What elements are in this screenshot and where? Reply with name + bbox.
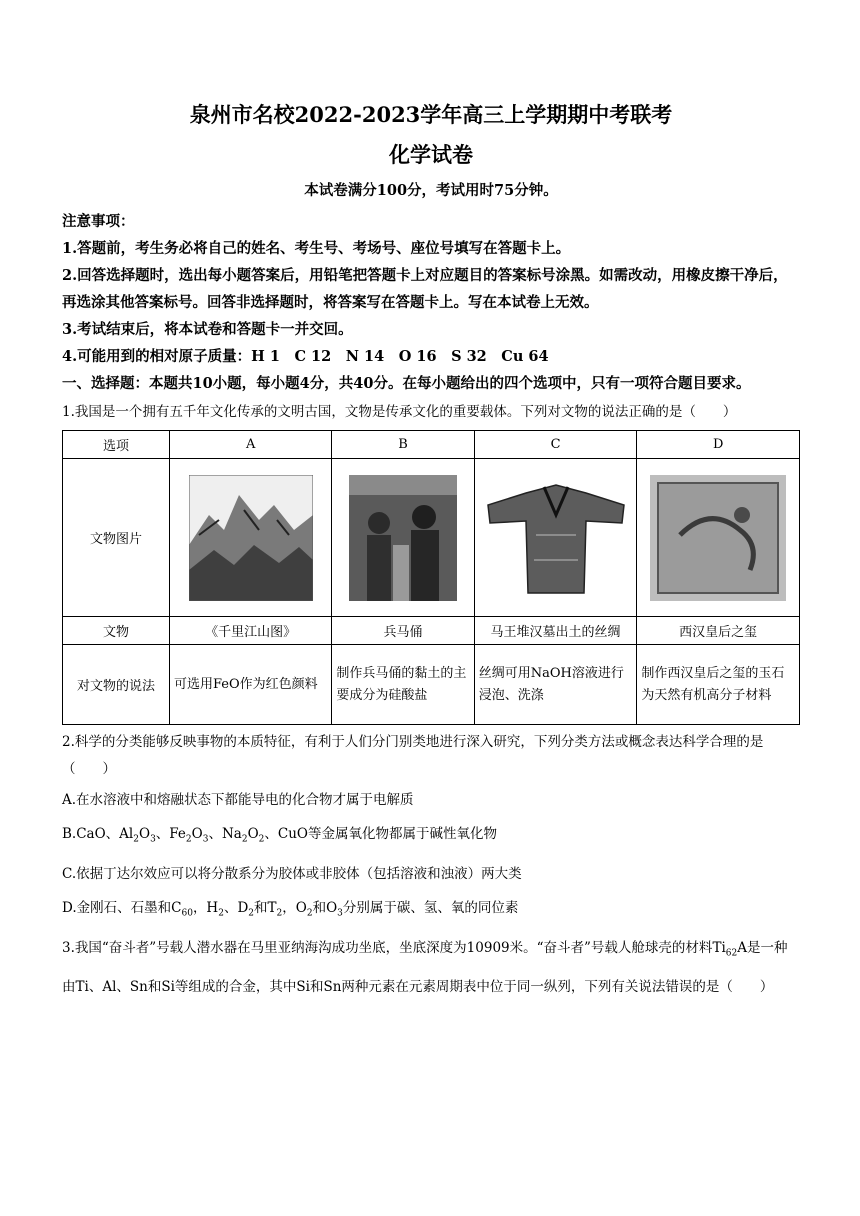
question-2-stem: 2.科学的分类能够反映事物的本质特征，有利于人们分门别类地进行深入研究，下列分类方法或概念表达科学合理的是（ ）: [62, 734, 764, 777]
relic-name: 《千里江山图》: [170, 617, 332, 645]
notice-heading: 注意事项：: [62, 213, 135, 230]
question-2-option-a: A.在水溶液中和熔融状态下都能导电的化合物才属于电解质: [62, 792, 414, 808]
relic-name: 兵马俑: [332, 617, 474, 645]
question-1-stem: 1.我国是一个拥有五千年文化传承的文明古国，文物是传承文化的重要载体。下列对文物的说法正确的是（ ）: [62, 404, 737, 420]
exam-page: [62, 100, 800, 1004]
relic-desc: 制作西汉皇后之玺的玉石为天然有机高分子材料: [637, 645, 800, 725]
table-name-row: [63, 617, 800, 645]
option-b-suffix: 、CuO等金属氧化物都属于碱性氧化物: [264, 826, 497, 842]
relic-name: 马王堆汉墓出土的丝绸: [474, 617, 637, 645]
relic-desc: 制作兵马俑的黏土的主要成分为硅酸盐: [332, 645, 474, 725]
exam-title: 泉州市名校2022-2023学年高三上学期期中考联考: [189, 102, 673, 127]
notice-item: 3.考试结束后，将本试卷和答题卡一并交回。: [62, 321, 353, 338]
table-header-row: [63, 431, 800, 459]
option-b-prefix: B.CaO、: [62, 826, 120, 842]
table-header-cell: A: [170, 431, 332, 459]
table-image-row: [63, 459, 800, 617]
question-2-option-d: D.金刚石、石墨和$C_{60}$，$H_2$、$D_2$和$T_2$，$O_2$和$O_3$分别属于碳、氢、氧的同位素: [62, 899, 519, 919]
relic-desc: 可选用FeO作为红色颜料: [170, 645, 332, 725]
relic-name: 西汉皇后之玺: [637, 617, 800, 645]
table-header-cell: 选项: [63, 431, 170, 459]
notice-list: [62, 235, 800, 370]
option-d-suffix: 分别属于碳、氢、氧的同位素: [342, 899, 519, 916]
relic-image-d: [637, 459, 800, 617]
notice-item: 4.可能用到的相对原子质量：H 1 C 12 N 14 O 16 S 32 Cu 64: [62, 348, 549, 365]
table-header-cell: C: [474, 431, 637, 459]
question-1-table: [62, 430, 800, 725]
section-heading: 一、选择题：本题共10小题，每小题4分，共40分。在每小题给出的四个选项中，只有一项符合题目要求。: [62, 375, 751, 392]
table-header-cell: D: [637, 431, 800, 459]
option-d-prefix: D.金刚石、石墨和: [62, 899, 172, 916]
table-row-label: 对文物的说法: [63, 645, 170, 725]
q3-stem-part2: 是一种由Ti、Al、Sn和Si等组成的合金，其中Si和Sn两种元素在元素周期表中位于同一纵列，下列有关说法错误的是（ ）: [62, 940, 788, 996]
table-desc-row: [63, 645, 800, 725]
question-2-option-c: C.依据丁达尔效应可以将分散系分为胶体或非胶体（包括溶液和浊液）两大类: [62, 865, 522, 882]
relic-image-c: [474, 459, 637, 617]
q3-stem-part1: 3.我国“奋斗者”号载人潜水器在马里亚纳海沟成功坐底，坐底深度为10909米。“奋斗者”号载人舱球壳的材料: [62, 940, 713, 957]
exam-info: 本试卷满分100分，考试用时75分钟。: [304, 182, 558, 199]
question-3-stem: 3.我国“奋斗者”号载人潜水器在马里亚纳海沟成功坐底，坐底深度为10909米。“奋斗者”号载人舱球壳的材料$Ti_{62}A$是一种由Ti、Al、Sn和Si等组成的合金，其中Si和Sn两种元素在元素周期表中位于同一纵列，下列有关说法错误的是（ ）: [62, 940, 788, 996]
exam-subject: 化学试卷: [389, 142, 473, 167]
relic-image-b: [332, 459, 474, 617]
notice-item: 1.答题前，考生务必将自己的姓名、考生号、考场号、座位号填写在答题卡上。: [62, 240, 571, 257]
notice-item: 2.回答选择题时，选出每小题答案后，用铅笔把答题卡上对应题目的答案标号涂黑。如需改动，用橡皮擦干净后，再选涂其他答案标号。回答非选择题时，将答案写在答题卡上。写在本试卷上无效。: [62, 267, 788, 311]
relic-image-a: [170, 459, 332, 617]
table-row-label: 文物: [63, 617, 170, 645]
table-row-label: 文物图片: [63, 459, 170, 617]
table-header-cell: B: [332, 431, 474, 459]
relic-desc: 丝绸可用NaOH溶液进行浸泡、洗涤: [474, 645, 637, 725]
question-2-option-b: B.CaO、$Al_2O_3$、$Fe_2O_3$、$Na_2O_2$、CuO等金属氧化物都属于碱性氧化物: [62, 826, 497, 845]
